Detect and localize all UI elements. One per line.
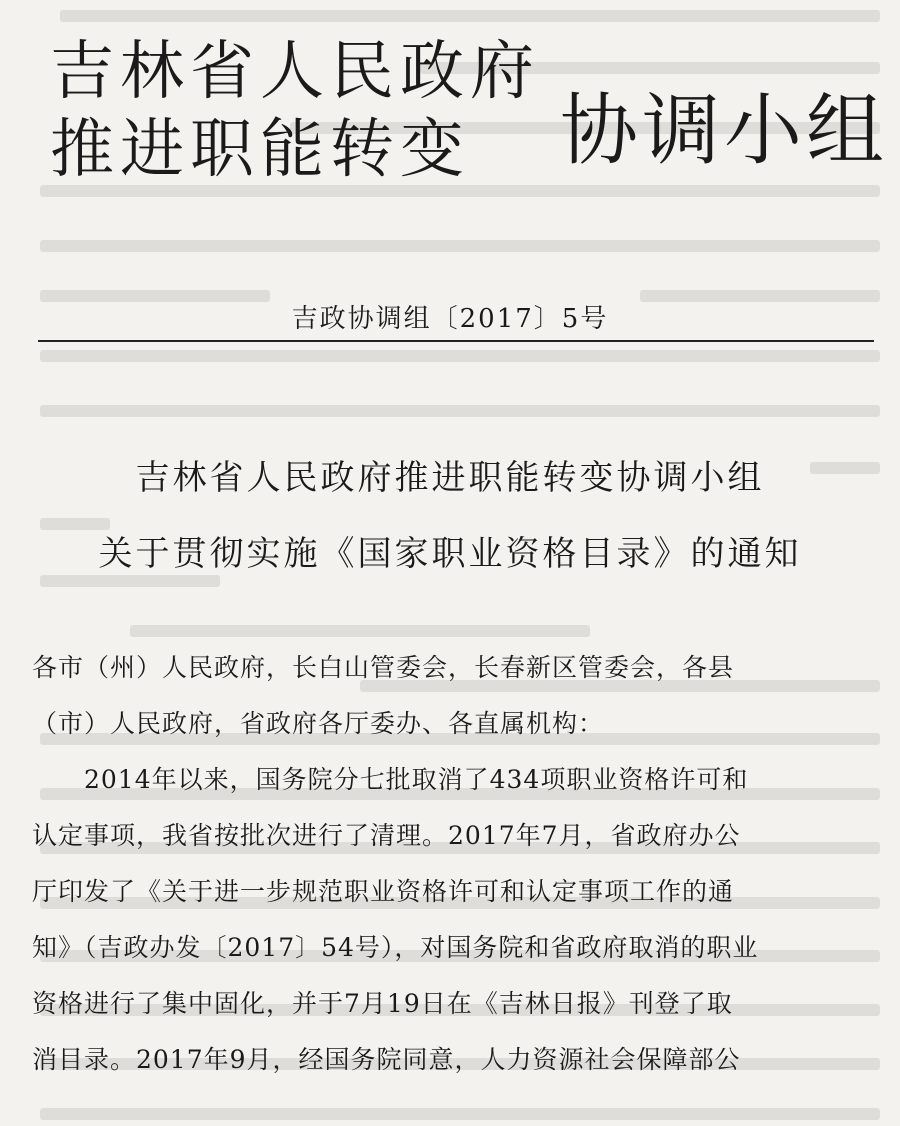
- body-line: （市）人民政府，省政府各厅委办、各直属机构：: [32, 709, 605, 738]
- header-org-line-2: 推进职能转变: [50, 113, 470, 187]
- body-line: 2014年以来，国务院分七批取消了434项职业资格许可和: [84, 765, 749, 794]
- body-line: 知》（吉政办发〔2017〕54号），对国务院和省政府取消的职业: [32, 933, 759, 962]
- document-title-line-1: 吉林省人民政府推进职能转变协调小组: [135, 458, 765, 498]
- body-line: 资格进行了集中固化，并于7月19日在《吉林日报》刊登了取: [32, 989, 733, 1018]
- header-org-suffix: 协调小组: [560, 86, 889, 176]
- document-number: 吉政协调组〔2017〕5号: [291, 304, 609, 334]
- body-line: 认定事项，我省按批次进行了清理。2017年7月，省政府办公: [32, 821, 741, 850]
- body-line: 各市（州）人民政府，长白山管委会，长春新区管委会，各县: [32, 653, 735, 682]
- header-org-line-1: 吉林省人民政府: [50, 35, 540, 109]
- body-line: 厅印发了《关于进一步规范职业资格许可和认定事项工作的通: [32, 877, 735, 906]
- document-title-line-2: 关于贯彻实施《国家职业资格目录》的通知: [98, 534, 802, 574]
- header-divider: [38, 340, 874, 342]
- body-line: 消目录。2017年9月，经国务院同意，人力资源社会保障部公: [32, 1045, 741, 1074]
